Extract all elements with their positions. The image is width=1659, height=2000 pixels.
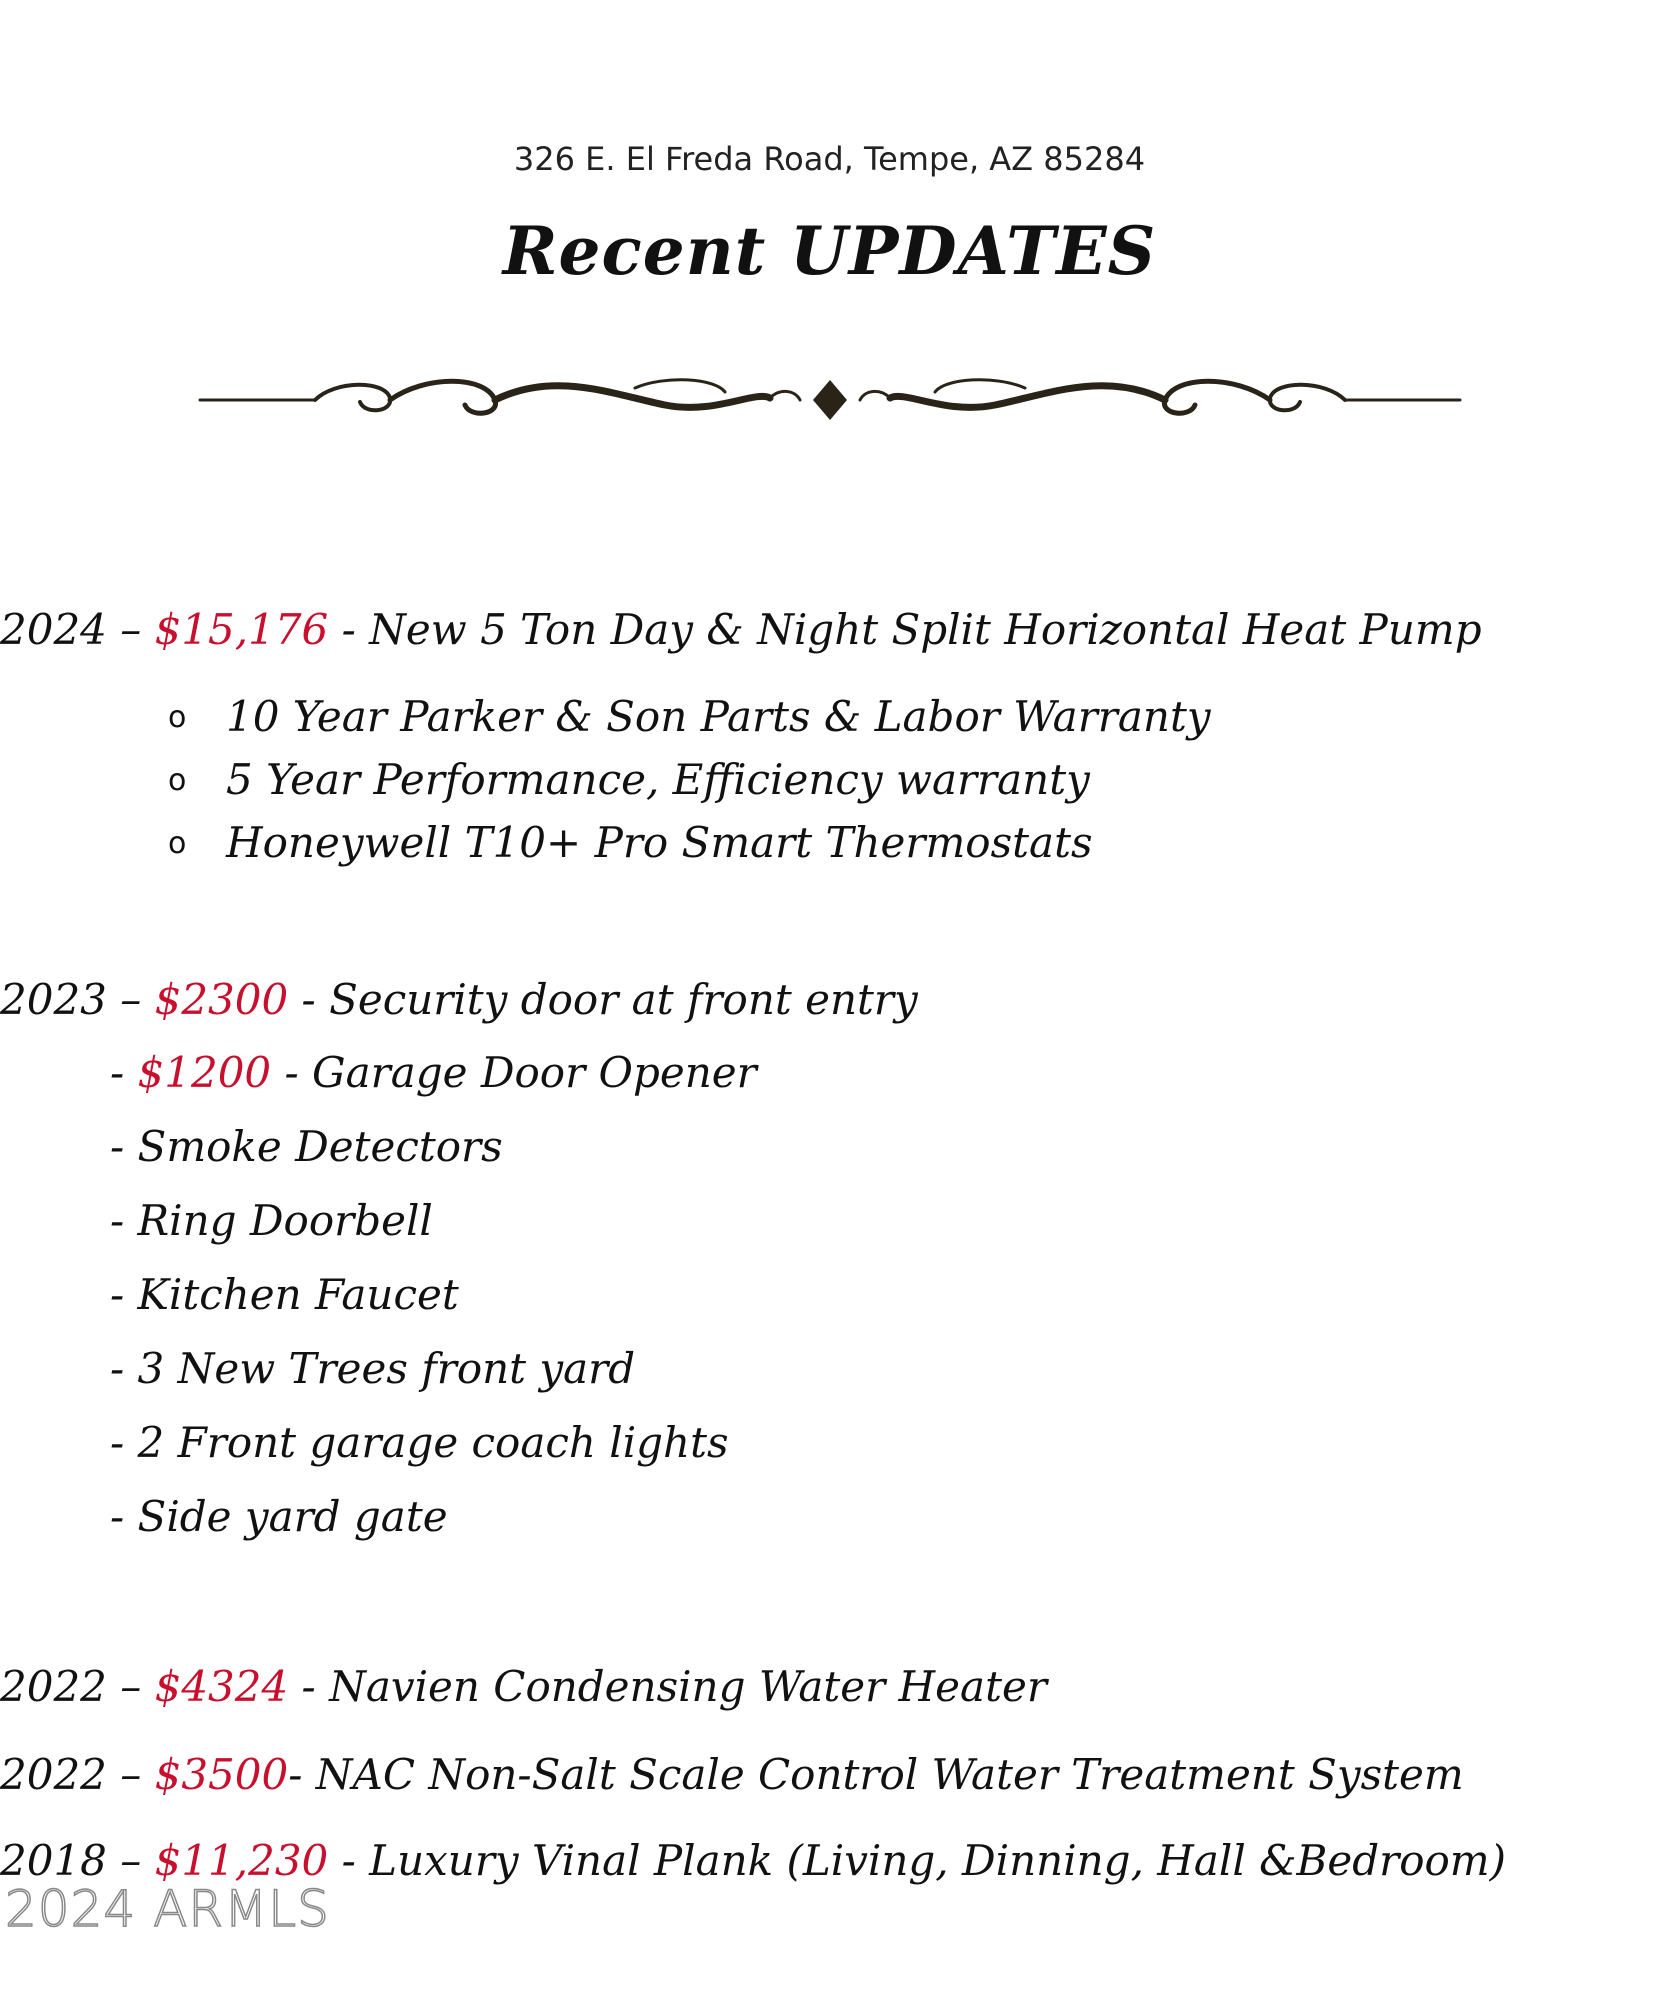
sub-item: - Ring Doorbell [110, 1196, 433, 1245]
sub-item: - Smoke Detectors [110, 1122, 503, 1171]
bullet-text: 5 Year Performance, Efficiency warranty [226, 755, 1090, 804]
price: $15,176 [154, 605, 329, 654]
bullet-text: 10 Year Parker & Son Parts & Labor Warranty [226, 692, 1211, 741]
year: 2023 – [0, 975, 155, 1024]
price: $2300 [154, 975, 289, 1024]
decorative-divider [195, 360, 1465, 430]
price: $11,230 [154, 1836, 329, 1885]
year: 2024 – [0, 605, 155, 654]
price: $3500 [154, 1750, 289, 1799]
sub-prefix: - [110, 1048, 138, 1097]
sub-item: - Side yard gate [110, 1492, 448, 1541]
bullet-marker: o [168, 700, 187, 735]
update-2022-water-heater-line [0, 1662, 1047, 1711]
bullet-marker: o [168, 763, 187, 798]
year: 2022 – [0, 1750, 155, 1799]
bullet-text: Honeywell T10+ Pro Smart Thermostats [226, 818, 1093, 867]
sub-item [110, 1048, 757, 1097]
bullet-item [168, 755, 1090, 804]
price: $1200 [137, 1048, 272, 1097]
description: - Navien Condensing Water Heater [288, 1662, 1047, 1711]
bullet-marker: o [168, 826, 187, 861]
sub-item: - 3 New Trees front yard [110, 1344, 636, 1393]
sub-item: - 2 Front garage coach lights [110, 1418, 729, 1467]
year: 2018 – [0, 1836, 155, 1885]
page-title: Recent UPDATES [502, 212, 1157, 290]
update-2018-line [0, 1836, 1506, 1885]
bullet-item [168, 692, 1211, 741]
description: - Luxury Vinal Plank (Living, Dinning, Hall &Bedroom) [328, 1836, 1507, 1885]
address: 326 E. El Freda Road, Tempe, AZ 85284 [513, 140, 1146, 178]
price: $4324 [154, 1662, 289, 1711]
update-2023-line [0, 975, 918, 1024]
update-2024-line [0, 605, 1482, 654]
bullet-item [168, 818, 1093, 867]
year: 2022 – [0, 1662, 155, 1711]
sub-item: - Kitchen Faucet [110, 1270, 459, 1319]
watermark: 2024 ARMLS [5, 1880, 330, 1938]
description: - New 5 Ton Day & Night Split Horizontal Heat Pump [328, 605, 1482, 654]
description: - Security door at front entry [288, 975, 918, 1024]
description: - Garage Door Opener [271, 1048, 757, 1097]
description: - NAC Non-Salt Scale Control Water Treatment System [288, 1750, 1464, 1799]
update-2022-water-treatment-line [0, 1750, 1464, 1799]
